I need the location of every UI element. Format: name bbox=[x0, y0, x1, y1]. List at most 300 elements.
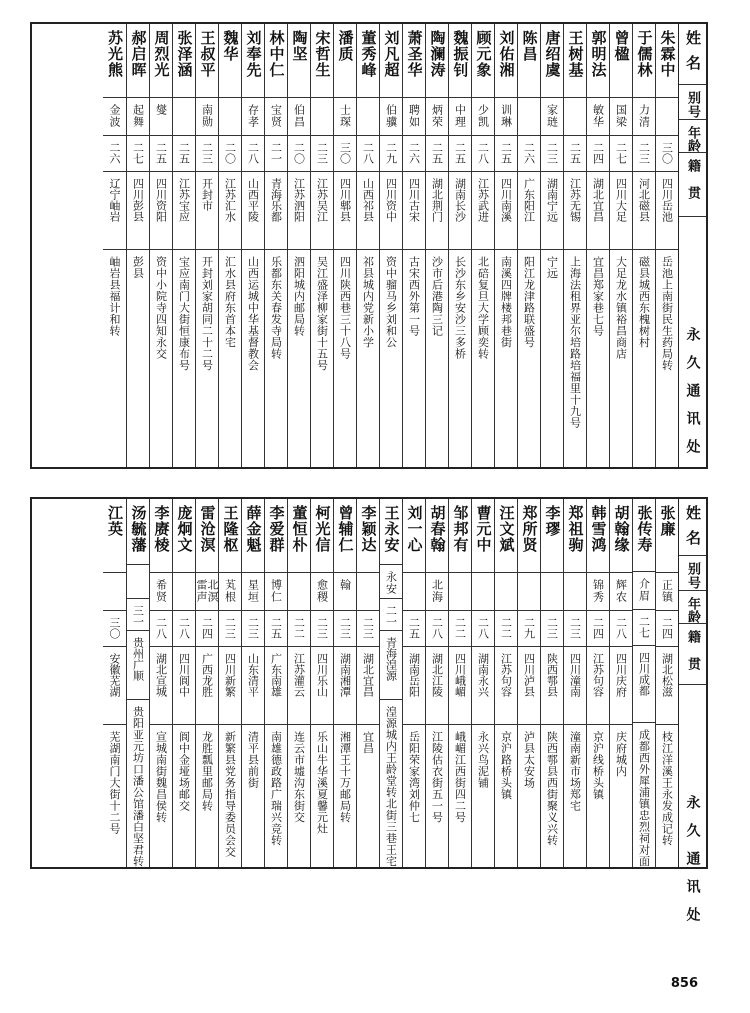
person-age: 二五 bbox=[568, 142, 582, 164]
header-age-cell bbox=[679, 120, 706, 153]
person-origin-cell bbox=[242, 647, 264, 725]
person-alias: 少凯 bbox=[476, 104, 490, 128]
person-address-cell bbox=[610, 725, 632, 867]
person-alias: 燮 bbox=[154, 104, 168, 116]
person-column bbox=[103, 24, 126, 467]
person-origin: 陕西鄠县 bbox=[545, 653, 559, 697]
person-column bbox=[632, 499, 655, 867]
person-origin-cell bbox=[449, 647, 471, 725]
person-age-cell bbox=[380, 599, 402, 631]
person-address-cell bbox=[518, 250, 540, 467]
person-age: 三〇 bbox=[338, 142, 352, 164]
person-age-cell bbox=[127, 599, 149, 631]
person-origin: 四川庆府 bbox=[614, 653, 628, 697]
person-age: 二五 bbox=[177, 142, 191, 164]
person-age: 二八 bbox=[430, 617, 444, 639]
person-column bbox=[563, 24, 586, 467]
person-name-cell bbox=[380, 499, 402, 565]
person-address: 宜昌 bbox=[361, 731, 375, 754]
person-address-cell bbox=[288, 725, 310, 867]
person-alias-cell bbox=[103, 98, 126, 136]
person-age: 二六 bbox=[108, 142, 121, 164]
person-column bbox=[149, 499, 172, 867]
person-address: 汇水县府东首本宅 bbox=[223, 256, 237, 348]
person-name-cell bbox=[610, 24, 632, 98]
person-origin: 湖北江陵 bbox=[430, 653, 444, 697]
person-name-cell bbox=[103, 499, 126, 573]
person-age: 二三 bbox=[637, 142, 651, 164]
person-column bbox=[517, 24, 540, 467]
person-name: 于儒林 bbox=[635, 30, 654, 78]
person-column bbox=[609, 499, 632, 867]
person-address: 开封刘家胡同二十二号 bbox=[200, 256, 214, 371]
header-alias-cell bbox=[679, 85, 706, 120]
header-alias: 别号 bbox=[685, 90, 700, 119]
person-age-cell bbox=[265, 136, 287, 172]
person-address: 乐都东关春发寺局转 bbox=[269, 256, 283, 360]
person-column bbox=[379, 24, 402, 467]
person-age: 二三 bbox=[545, 142, 559, 164]
person-column bbox=[632, 24, 655, 467]
person-alias-cell bbox=[449, 573, 471, 611]
person-age: 二〇 bbox=[292, 142, 306, 164]
person-column bbox=[540, 499, 563, 867]
person-name-cell bbox=[334, 24, 356, 98]
person-address: 京沪线桥头镇 bbox=[591, 731, 605, 800]
person-address-cell bbox=[127, 250, 149, 467]
person-age-cell bbox=[403, 611, 425, 647]
person-alias-cell bbox=[633, 98, 655, 136]
person-age-cell bbox=[196, 136, 218, 172]
person-age-cell bbox=[518, 136, 540, 172]
person-age-cell bbox=[449, 611, 471, 647]
person-address: 长沙东乡安沙三多桥 bbox=[453, 256, 467, 360]
person-name-cell bbox=[127, 24, 149, 98]
person-age-cell bbox=[219, 611, 241, 647]
person-origin: 四川峨嵋 bbox=[453, 653, 467, 697]
person-age: 二八 bbox=[476, 617, 490, 639]
person-age: 二三 bbox=[315, 142, 329, 164]
person-address-cell bbox=[265, 250, 287, 467]
person-address-cell bbox=[449, 250, 471, 467]
person-name: 汤毓藩 bbox=[129, 505, 148, 553]
person-origin-cell bbox=[633, 646, 655, 723]
person-address-cell bbox=[219, 725, 241, 867]
person-name-cell bbox=[495, 24, 517, 98]
person-name-cell bbox=[288, 499, 310, 573]
person-origin: 四川新繁 bbox=[223, 653, 237, 697]
person-origin-cell bbox=[196, 172, 218, 250]
person-alias-cell bbox=[357, 98, 379, 136]
person-origin: 山东清平 bbox=[246, 653, 260, 697]
header-age: 年龄 bbox=[685, 125, 700, 152]
person-alias-cell bbox=[403, 573, 425, 611]
person-alias-cell bbox=[288, 573, 310, 611]
person-alias: 宝贤 bbox=[269, 104, 283, 128]
person-origin: 四川彭县 bbox=[131, 178, 145, 222]
person-alias-cell bbox=[610, 98, 632, 136]
person-name-cell bbox=[265, 24, 287, 98]
person-name-cell bbox=[311, 499, 333, 573]
person-name-cell bbox=[403, 499, 425, 573]
person-age: 二四 bbox=[660, 617, 674, 639]
person-address-cell bbox=[495, 250, 517, 467]
person-alias-cell bbox=[426, 98, 448, 136]
person-alias-cell bbox=[265, 573, 287, 611]
person-name-cell bbox=[173, 24, 195, 98]
person-alias-cell bbox=[311, 98, 333, 136]
person-address-cell bbox=[610, 250, 632, 467]
person-alias-cell bbox=[219, 573, 241, 611]
person-address: 新繁县党务指导委员会交 bbox=[223, 731, 237, 858]
person-address-cell bbox=[587, 725, 609, 867]
person-age: 二三 bbox=[338, 617, 352, 639]
person-age: 二五 bbox=[407, 617, 421, 639]
person-address-cell bbox=[242, 250, 264, 467]
person-name: 薛金魁 bbox=[244, 505, 263, 553]
person-alias-cell bbox=[472, 573, 494, 611]
person-column bbox=[126, 24, 149, 467]
person-name: 刘凡超 bbox=[382, 30, 401, 78]
person-age: 二八 bbox=[246, 142, 260, 164]
person-address: 阳江龙津路联盛号 bbox=[522, 256, 536, 348]
person-address: 彭县 bbox=[131, 256, 145, 279]
person-name: 魏振钊 bbox=[451, 30, 470, 78]
person-alias-cell bbox=[380, 98, 402, 136]
person-origin: 广东南雄 bbox=[269, 653, 283, 697]
person-column bbox=[218, 499, 241, 867]
person-column bbox=[310, 24, 333, 467]
person-alias-cell bbox=[357, 573, 379, 611]
person-name-cell bbox=[334, 499, 356, 573]
person-column bbox=[379, 499, 402, 867]
person-column bbox=[287, 24, 310, 467]
person-column bbox=[126, 499, 149, 867]
person-alias-cell bbox=[150, 98, 172, 136]
person-age-cell bbox=[564, 611, 586, 647]
person-address-cell bbox=[633, 723, 655, 867]
person-column bbox=[586, 24, 609, 467]
person-age-cell bbox=[103, 611, 126, 647]
person-column bbox=[471, 499, 494, 867]
person-name-cell bbox=[518, 499, 540, 573]
person-origin-cell bbox=[541, 172, 563, 250]
person-name-cell bbox=[150, 499, 172, 573]
person-name-cell bbox=[242, 499, 264, 573]
person-address-cell bbox=[472, 250, 494, 467]
person-origin: 湖南宁远 bbox=[545, 178, 559, 222]
person-age: 二八 bbox=[177, 617, 191, 639]
person-name-cell bbox=[219, 24, 241, 98]
person-origin: 四川阆中 bbox=[177, 653, 191, 697]
person-origin: 江苏武进 bbox=[476, 178, 490, 222]
person-age-cell bbox=[656, 136, 678, 172]
person-column bbox=[241, 24, 264, 467]
person-name: 周烈光 bbox=[152, 30, 171, 78]
person-name-cell bbox=[196, 499, 218, 573]
person-address: 阆中金垭场邮交 bbox=[177, 731, 191, 812]
person-alias-cell bbox=[403, 98, 425, 136]
person-address: 清平县前街 bbox=[246, 731, 260, 789]
person-address-cell bbox=[380, 700, 402, 867]
header-origin: 籍贯 bbox=[685, 630, 700, 684]
person-age-cell bbox=[541, 611, 563, 647]
person-age-cell bbox=[633, 136, 655, 172]
person-alias: 伯骥 bbox=[384, 104, 398, 128]
person-name: 唐绍虞 bbox=[543, 30, 562, 78]
person-address-cell bbox=[403, 725, 425, 867]
person-age-cell bbox=[288, 611, 310, 647]
person-name: 郑所贤 bbox=[520, 505, 539, 553]
person-alias: 正镇 bbox=[660, 579, 674, 603]
person-column bbox=[540, 24, 563, 467]
person-origin: 湖南湘潭 bbox=[338, 653, 352, 697]
person-address: 贵阳亚元坊口潘公馆潘白坚君转 bbox=[131, 706, 145, 867]
person-name-cell bbox=[656, 24, 678, 98]
person-age-cell bbox=[633, 610, 655, 646]
person-address-cell bbox=[173, 250, 195, 467]
person-alias: 伯昌 bbox=[292, 104, 306, 128]
person-column bbox=[402, 24, 425, 467]
person-origin: 江苏无锡 bbox=[568, 178, 582, 222]
person-age: 二五 bbox=[269, 617, 283, 639]
person-origin-cell bbox=[656, 647, 678, 725]
person-age: 二三 bbox=[315, 617, 329, 639]
person-address: 潼南新市场郑宅 bbox=[568, 731, 582, 812]
person-address: 庆府城内 bbox=[614, 731, 628, 777]
person-address: 芜湖南门大街十二号 bbox=[108, 731, 121, 835]
person-origin-cell bbox=[403, 647, 425, 725]
person-age-cell bbox=[380, 136, 402, 172]
person-age: 二八 bbox=[361, 142, 375, 164]
person-column bbox=[402, 499, 425, 867]
person-age-cell bbox=[518, 611, 540, 647]
person-alias-cell bbox=[495, 573, 517, 611]
person-age-cell bbox=[150, 611, 172, 647]
person-address: 宝应南门大街恒康布号 bbox=[177, 256, 191, 371]
person-name-cell bbox=[173, 499, 195, 573]
person-age: 二五 bbox=[430, 142, 444, 164]
person-alias: 南勋 bbox=[200, 104, 214, 128]
person-name: 苏光熊 bbox=[106, 30, 124, 78]
person-origin-cell bbox=[334, 172, 356, 250]
person-address: 祁县城内党新小学 bbox=[361, 256, 375, 348]
person-age: 二六 bbox=[522, 142, 536, 164]
person-origin-cell bbox=[265, 647, 287, 725]
person-origin-cell bbox=[656, 172, 678, 250]
person-column bbox=[425, 24, 448, 467]
person-name-cell bbox=[219, 499, 241, 573]
person-origin-cell bbox=[127, 631, 149, 700]
person-age: 二八 bbox=[614, 617, 628, 639]
person-origin: 湖北宣城 bbox=[154, 653, 168, 697]
person-alias-cell bbox=[495, 98, 517, 136]
person-address-cell bbox=[403, 250, 425, 467]
person-origin-cell bbox=[103, 647, 126, 725]
header-name-cell bbox=[679, 24, 706, 85]
person-alias-cell bbox=[610, 573, 632, 611]
person-alias: 金波 bbox=[108, 104, 121, 128]
person-address: 南溪四牌楼邦巷街 bbox=[499, 256, 513, 348]
person-column bbox=[609, 24, 632, 467]
person-address-cell bbox=[173, 725, 195, 867]
person-column bbox=[103, 499, 126, 867]
person-origin: 江苏句容 bbox=[499, 653, 513, 697]
person-alias-cell bbox=[633, 572, 655, 610]
person-origin: 湖北宜昌 bbox=[361, 653, 375, 697]
person-name: 曹元中 bbox=[474, 505, 493, 553]
person-name: 宋哲生 bbox=[313, 30, 332, 78]
person-address: 吴江盛泽柳家街十五号 bbox=[315, 256, 329, 371]
person-address-cell bbox=[564, 250, 586, 467]
person-address: 资中骝马乡刘和公 bbox=[384, 256, 398, 348]
header-alias-cell bbox=[679, 556, 706, 591]
person-origin-cell bbox=[173, 647, 195, 725]
person-name: 李赓棱 bbox=[152, 505, 171, 553]
person-address-cell bbox=[357, 250, 379, 467]
person-address-cell bbox=[196, 725, 218, 867]
person-name-cell bbox=[518, 24, 540, 98]
person-column bbox=[494, 24, 517, 467]
person-origin: 江苏汇水 bbox=[223, 178, 237, 222]
person-name-cell bbox=[587, 499, 609, 573]
person-origin: 山西平陵 bbox=[246, 178, 260, 222]
person-name: 李爱群 bbox=[267, 505, 286, 553]
person-column bbox=[425, 499, 448, 867]
person-age-cell bbox=[656, 611, 678, 647]
person-age: 二七 bbox=[131, 142, 145, 164]
person-age: 二三 bbox=[361, 617, 375, 639]
person-origin: 四川南溪 bbox=[499, 178, 513, 222]
person-name: 雷沧溟 bbox=[198, 505, 217, 553]
person-origin-cell bbox=[587, 172, 609, 250]
person-age-cell bbox=[219, 136, 241, 172]
person-address-cell bbox=[633, 250, 655, 467]
person-alias: 士琛 bbox=[338, 104, 352, 128]
person-address-cell bbox=[357, 725, 379, 867]
person-origin-cell bbox=[495, 647, 517, 725]
person-origin: 广东阳江 bbox=[522, 178, 536, 222]
person-name: 王隆枢 bbox=[221, 505, 240, 553]
person-address: 成都西外犀浦镇忠烈祠对面 bbox=[637, 729, 651, 868]
person-column bbox=[563, 499, 586, 867]
person-column bbox=[287, 499, 310, 867]
person-name: 陶坚 bbox=[290, 30, 309, 62]
person-name: 郭明法 bbox=[589, 30, 608, 78]
person-age: 二二 bbox=[499, 617, 513, 639]
person-age: 二三 bbox=[246, 617, 260, 639]
person-origin-cell bbox=[103, 172, 126, 250]
person-column bbox=[333, 499, 356, 867]
header-address-cell bbox=[679, 217, 706, 467]
person-origin-cell bbox=[587, 647, 609, 725]
person-origin-cell bbox=[219, 647, 241, 725]
person-alias-cell bbox=[656, 573, 678, 611]
person-name: 林中仁 bbox=[267, 30, 286, 78]
person-alias-cell bbox=[150, 573, 172, 611]
person-age-cell bbox=[426, 136, 448, 172]
person-age-cell bbox=[587, 611, 609, 647]
person-name-cell bbox=[357, 24, 379, 98]
person-alias: 辉农 bbox=[614, 579, 628, 603]
person-origin: 四川成都 bbox=[637, 651, 651, 696]
person-name: 刘佑湘 bbox=[497, 30, 516, 78]
person-age-cell bbox=[242, 611, 264, 647]
person-age-cell bbox=[150, 136, 172, 172]
person-address-cell bbox=[242, 725, 264, 867]
person-column bbox=[356, 499, 379, 867]
person-alias-cell bbox=[587, 573, 609, 611]
person-alias-cell bbox=[288, 98, 310, 136]
person-age: 二四 bbox=[200, 617, 214, 639]
person-age: 二三 bbox=[568, 617, 582, 639]
person-address: 南雄德政路广瑞兴竞转 bbox=[269, 731, 283, 846]
person-alias: 存孝 bbox=[246, 104, 260, 128]
person-name-cell bbox=[472, 24, 494, 98]
person-origin-cell bbox=[403, 172, 425, 250]
person-name: 曾楹 bbox=[612, 30, 631, 62]
person-origin: 江苏句容 bbox=[591, 653, 605, 697]
person-column bbox=[356, 24, 379, 467]
person-age-cell bbox=[196, 611, 218, 647]
person-age: 二七 bbox=[637, 616, 651, 639]
person-address-cell bbox=[150, 725, 172, 867]
person-alias-cell bbox=[242, 573, 264, 611]
person-origin-cell bbox=[265, 172, 287, 250]
person-address-cell bbox=[196, 250, 218, 467]
person-address-cell bbox=[472, 725, 494, 867]
person-name: 张泽涵 bbox=[175, 30, 194, 78]
person-name: 董秀峰 bbox=[359, 30, 378, 78]
person-origin: 湖北宜昌 bbox=[591, 178, 605, 222]
person-address-cell bbox=[103, 725, 126, 867]
person-name: 刘奉先 bbox=[244, 30, 263, 78]
person-age-cell bbox=[403, 136, 425, 172]
person-name: 曾辅仁 bbox=[336, 505, 355, 553]
person-age-cell bbox=[472, 611, 494, 647]
person-origin: 开封市 bbox=[200, 178, 214, 211]
person-address-cell bbox=[426, 725, 448, 867]
person-name: 郝启晖 bbox=[129, 30, 148, 78]
header-origin-cell bbox=[679, 153, 706, 217]
person-column bbox=[264, 499, 287, 867]
person-origin-cell bbox=[472, 172, 494, 250]
person-address-cell bbox=[541, 250, 563, 467]
person-column bbox=[241, 499, 264, 867]
person-origin-cell bbox=[173, 172, 195, 250]
person-name-cell bbox=[449, 24, 471, 98]
person-name: 萧圣华 bbox=[405, 30, 424, 78]
person-origin: 青海乐都 bbox=[269, 178, 283, 222]
person-alias-cell bbox=[103, 573, 126, 611]
person-origin-cell bbox=[449, 172, 471, 250]
person-alias-cell bbox=[518, 98, 540, 136]
person-age-cell bbox=[541, 136, 563, 172]
person-origin-cell bbox=[472, 647, 494, 725]
person-alias: 训琳 bbox=[499, 104, 513, 128]
person-age-cell bbox=[495, 611, 517, 647]
person-origin: 江苏泗阳 bbox=[292, 178, 306, 222]
person-age: 二一 bbox=[269, 142, 283, 164]
person-alias-cell bbox=[127, 565, 149, 599]
header-origin: 籍贯 bbox=[685, 158, 700, 213]
header-name: 姓名 bbox=[684, 30, 702, 80]
person-address-cell bbox=[127, 700, 149, 867]
person-alias: 锦秀 bbox=[591, 579, 605, 603]
person-name: 张传寿 bbox=[635, 505, 654, 553]
header-origin-cell bbox=[679, 624, 706, 685]
person-column bbox=[264, 24, 287, 467]
